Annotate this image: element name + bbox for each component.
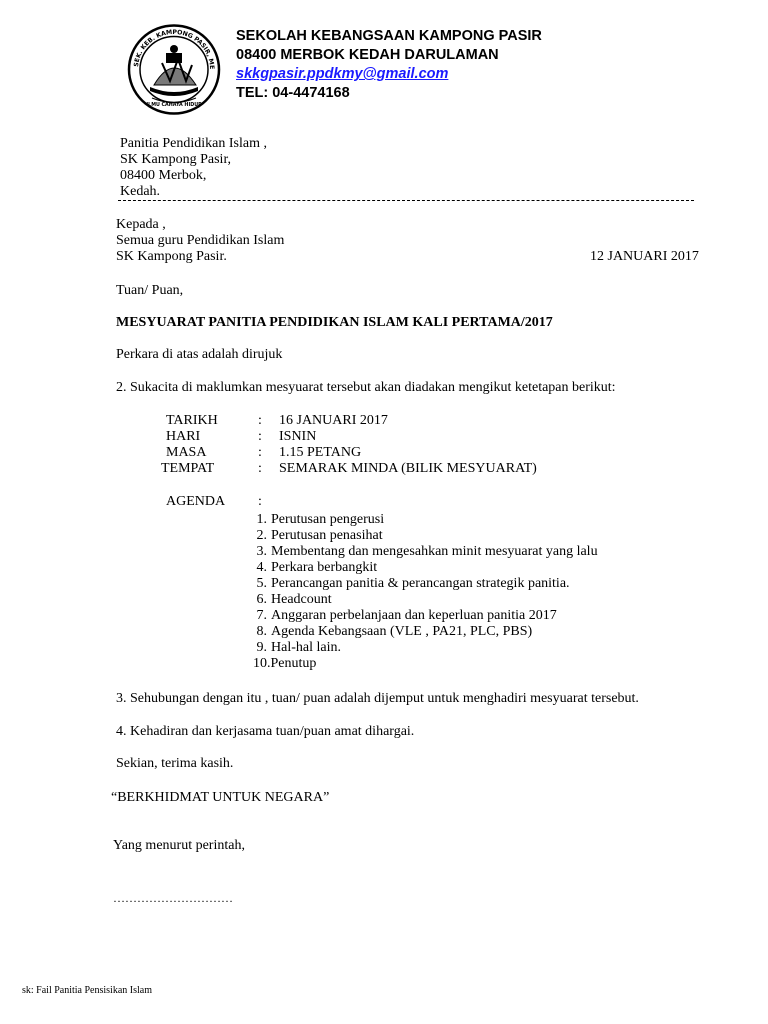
detail-value-date: 16 JANUARI 2017 bbox=[279, 413, 388, 428]
agenda-item-text: Perkara berbangkit bbox=[271, 560, 378, 575]
agenda-item bbox=[253, 592, 598, 608]
agenda-item-text: Penutup bbox=[270, 656, 317, 671]
school-logo bbox=[126, 23, 222, 116]
agenda-item bbox=[253, 576, 598, 592]
detail-colon: : bbox=[258, 461, 262, 476]
letter-date: 12 JANUARI 2017 bbox=[590, 249, 699, 264]
agenda-item bbox=[253, 656, 598, 672]
detail-colon: : bbox=[258, 413, 262, 428]
detail-value-day: ISNIN bbox=[279, 429, 317, 444]
logo-ring-text: SEK. KEB. KAMPONG PASIR, ME bbox=[133, 28, 216, 70]
sender-line-1: Panitia Pendidikan Islam , bbox=[120, 136, 267, 151]
detail-value-venue: SEMARAK MINDA (BILIK MESYUARAT) bbox=[279, 461, 537, 476]
footer-cc: sk: Fail Panitia Pensisikan Islam bbox=[22, 985, 152, 996]
signature-line: ………………………… bbox=[113, 891, 233, 905]
agenda-item-text: Perancangan panitia & perancangan strategik panitia. bbox=[271, 576, 570, 591]
agenda-item-text: Perutusan penasihat bbox=[271, 528, 383, 543]
recipient-line-1: Kepada , bbox=[116, 217, 166, 232]
detail-colon: : bbox=[258, 429, 262, 444]
agenda-item bbox=[253, 624, 598, 640]
reference-line: Perkara di atas adalah dirujuk bbox=[116, 347, 283, 362]
motto: “BERKHIDMAT UNTUK NEGARA” bbox=[111, 790, 330, 805]
dashed-divider bbox=[118, 200, 694, 201]
agenda-item-number: 6. bbox=[256, 592, 267, 607]
detail-label-date: TARIKH bbox=[166, 413, 218, 428]
agenda-item-number: 10. bbox=[253, 656, 271, 671]
paragraph-4: 4. Kehadiran dan kerjasama tuan/puan amat dihargai. bbox=[116, 724, 415, 739]
agenda-item-text: Hal-hal lain. bbox=[271, 640, 341, 655]
agenda-item-text: Agenda Kebangsaan (VLE , PA21, PLC, PBS) bbox=[271, 624, 533, 639]
school-phone: TEL: 04-4474168 bbox=[236, 85, 350, 101]
detail-label-day: HARI bbox=[166, 429, 201, 444]
agenda-item-number: 1. bbox=[256, 512, 267, 527]
detail-colon: : bbox=[258, 445, 262, 460]
agenda-item bbox=[253, 512, 598, 528]
agenda-item bbox=[253, 640, 598, 656]
closing-line: Sekian, terima kasih. bbox=[116, 756, 234, 771]
detail-label-venue: TEMPAT bbox=[161, 461, 215, 476]
recipient-line-3: SK Kampong Pasir. bbox=[116, 249, 227, 264]
agenda-item-text: Membentang dan mengesahkan minit mesyuarat yang lalu bbox=[271, 544, 598, 559]
signoff: Yang menurut perintah, bbox=[113, 838, 245, 853]
school-email-link[interactable]: skkgpasir.ppdkmy@gmail.com bbox=[236, 66, 449, 82]
logo-motto: ILMU CAHAYA HIDUP bbox=[146, 103, 202, 108]
agenda-item-number: 4. bbox=[256, 560, 267, 575]
agenda-item bbox=[253, 560, 598, 576]
agenda-item-text: Anggaran perbelanjaan dan keperluan panitia 2017 bbox=[271, 608, 557, 623]
agenda-item-number: 5. bbox=[256, 576, 267, 591]
agenda-item-text: Headcount bbox=[271, 592, 332, 607]
letter-subject: MESYUARAT PANITIA PENDIDIKAN ISLAM KALI PERTAMA/2017 bbox=[116, 315, 553, 330]
agenda-item-number: 8. bbox=[256, 624, 267, 639]
agenda-item bbox=[253, 544, 598, 560]
school-address: 08400 MERBOK KEDAH DARULAMAN bbox=[236, 47, 499, 63]
agenda-list bbox=[253, 512, 598, 672]
agenda-item bbox=[253, 528, 598, 544]
agenda-item-text: Perutusan pengerusi bbox=[271, 512, 385, 527]
sender-line-2: SK Kampong Pasir, bbox=[120, 152, 232, 167]
agenda-item-number: 7. bbox=[256, 608, 267, 623]
agenda-label: AGENDA bbox=[166, 494, 226, 509]
sender-line-4: Kedah. bbox=[120, 184, 161, 199]
agenda-item-number: 9. bbox=[256, 640, 267, 655]
salutation: Tuan/ Puan, bbox=[116, 283, 184, 298]
agenda-colon: : bbox=[258, 494, 262, 509]
paragraph-2: 2. Sukacita di maklumkan mesyuarat tersebut akan diadakan mengikut ketetapan berikut: bbox=[116, 380, 616, 395]
detail-label-time: MASA bbox=[166, 445, 207, 460]
paragraph-3: 3. Sehubungan dengan itu , tuan/ puan adalah dijemput untuk menghadiri mesyuarat tersebut. bbox=[116, 691, 639, 706]
detail-value-time: 1.15 PETANG bbox=[279, 445, 362, 460]
recipient-line-2: Semua guru Pendidikan Islam bbox=[116, 233, 285, 248]
school-name: SEKOLAH KEBANGSAAN KAMPONG PASIR bbox=[236, 28, 542, 44]
sender-line-3: 08400 Merbok, bbox=[120, 168, 207, 183]
agenda-item bbox=[253, 608, 598, 624]
agenda-item-number: 3. bbox=[256, 544, 267, 559]
agenda-item-number: 2. bbox=[256, 528, 267, 543]
